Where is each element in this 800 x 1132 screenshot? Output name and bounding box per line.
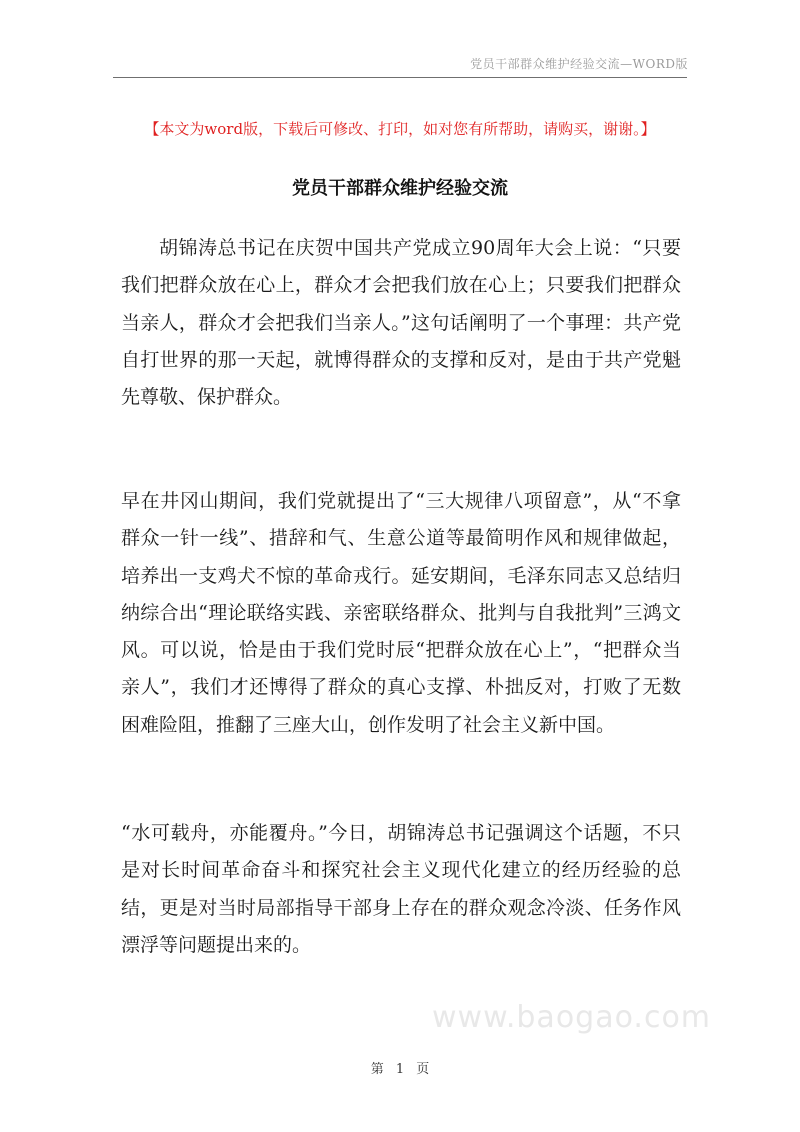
page-footer — [0, 1058, 800, 1077]
paragraph-2: 早在井冈山期间，我们党就提出了“三大规律八项留意”，从“不拿群众一针一线”、措辞和气、生意公道等最简明作风和规律做起，培养出一支鸡犬不惊的革命戎行。延安期间，毛泽东同志又总结归纳综合出“理论联络实践、亲密联络群众、批判与自我批判”三鸿文风。可以说，恰是由于我们党时辰“把群众放在心上”，“把群众当亲人”，我们才还博得了群众的真心支撑、朴拙反对，打败了无数困难险阻，推翻了三座大山，创作发明了社会主义新中国。 — [121, 490, 681, 736]
page-suffix: 页 — [416, 1062, 430, 1077]
paragraph-1: 胡锦涛总书记在庆贺中国共产党成立90周年大会上说：“只要我们把群众放在心上，群众才会把我们放在心上；只要我们把群众当亲人，群众才会把我们当亲人。”这句话阐明了一个事理：共产党自打世界的那一天起，就博得群众的支撑和反对，是由于共产党魁先尊敬、保护群众。 — [121, 237, 681, 409]
paragraph-3: “水可载舟，亦能覆舟。”今日，胡锦涛总书记强调这个话题，不只是对长时间革命奋斗和探究社会主义现代化建立的经历经验的总结，更是对当时局部指导干部身上存在的群众观念冷淡、任务作风漂浮等问题提出来的。 — [121, 822, 681, 956]
running-header: 党员干部群众维护经验交流—WORD版 — [470, 57, 688, 71]
purchase-notice: 【本文为word版，下载后可修改、打印，如对您有所帮助，请购买，谢谢。】 — [144, 120, 656, 138]
header-divider — [113, 77, 687, 78]
watermark: www.baogao.com — [432, 1000, 712, 1035]
page-number: 1 — [395, 1062, 405, 1077]
document-title: 党员干部群众维护经验交流 — [292, 178, 508, 199]
page-prefix: 第 — [370, 1062, 384, 1077]
